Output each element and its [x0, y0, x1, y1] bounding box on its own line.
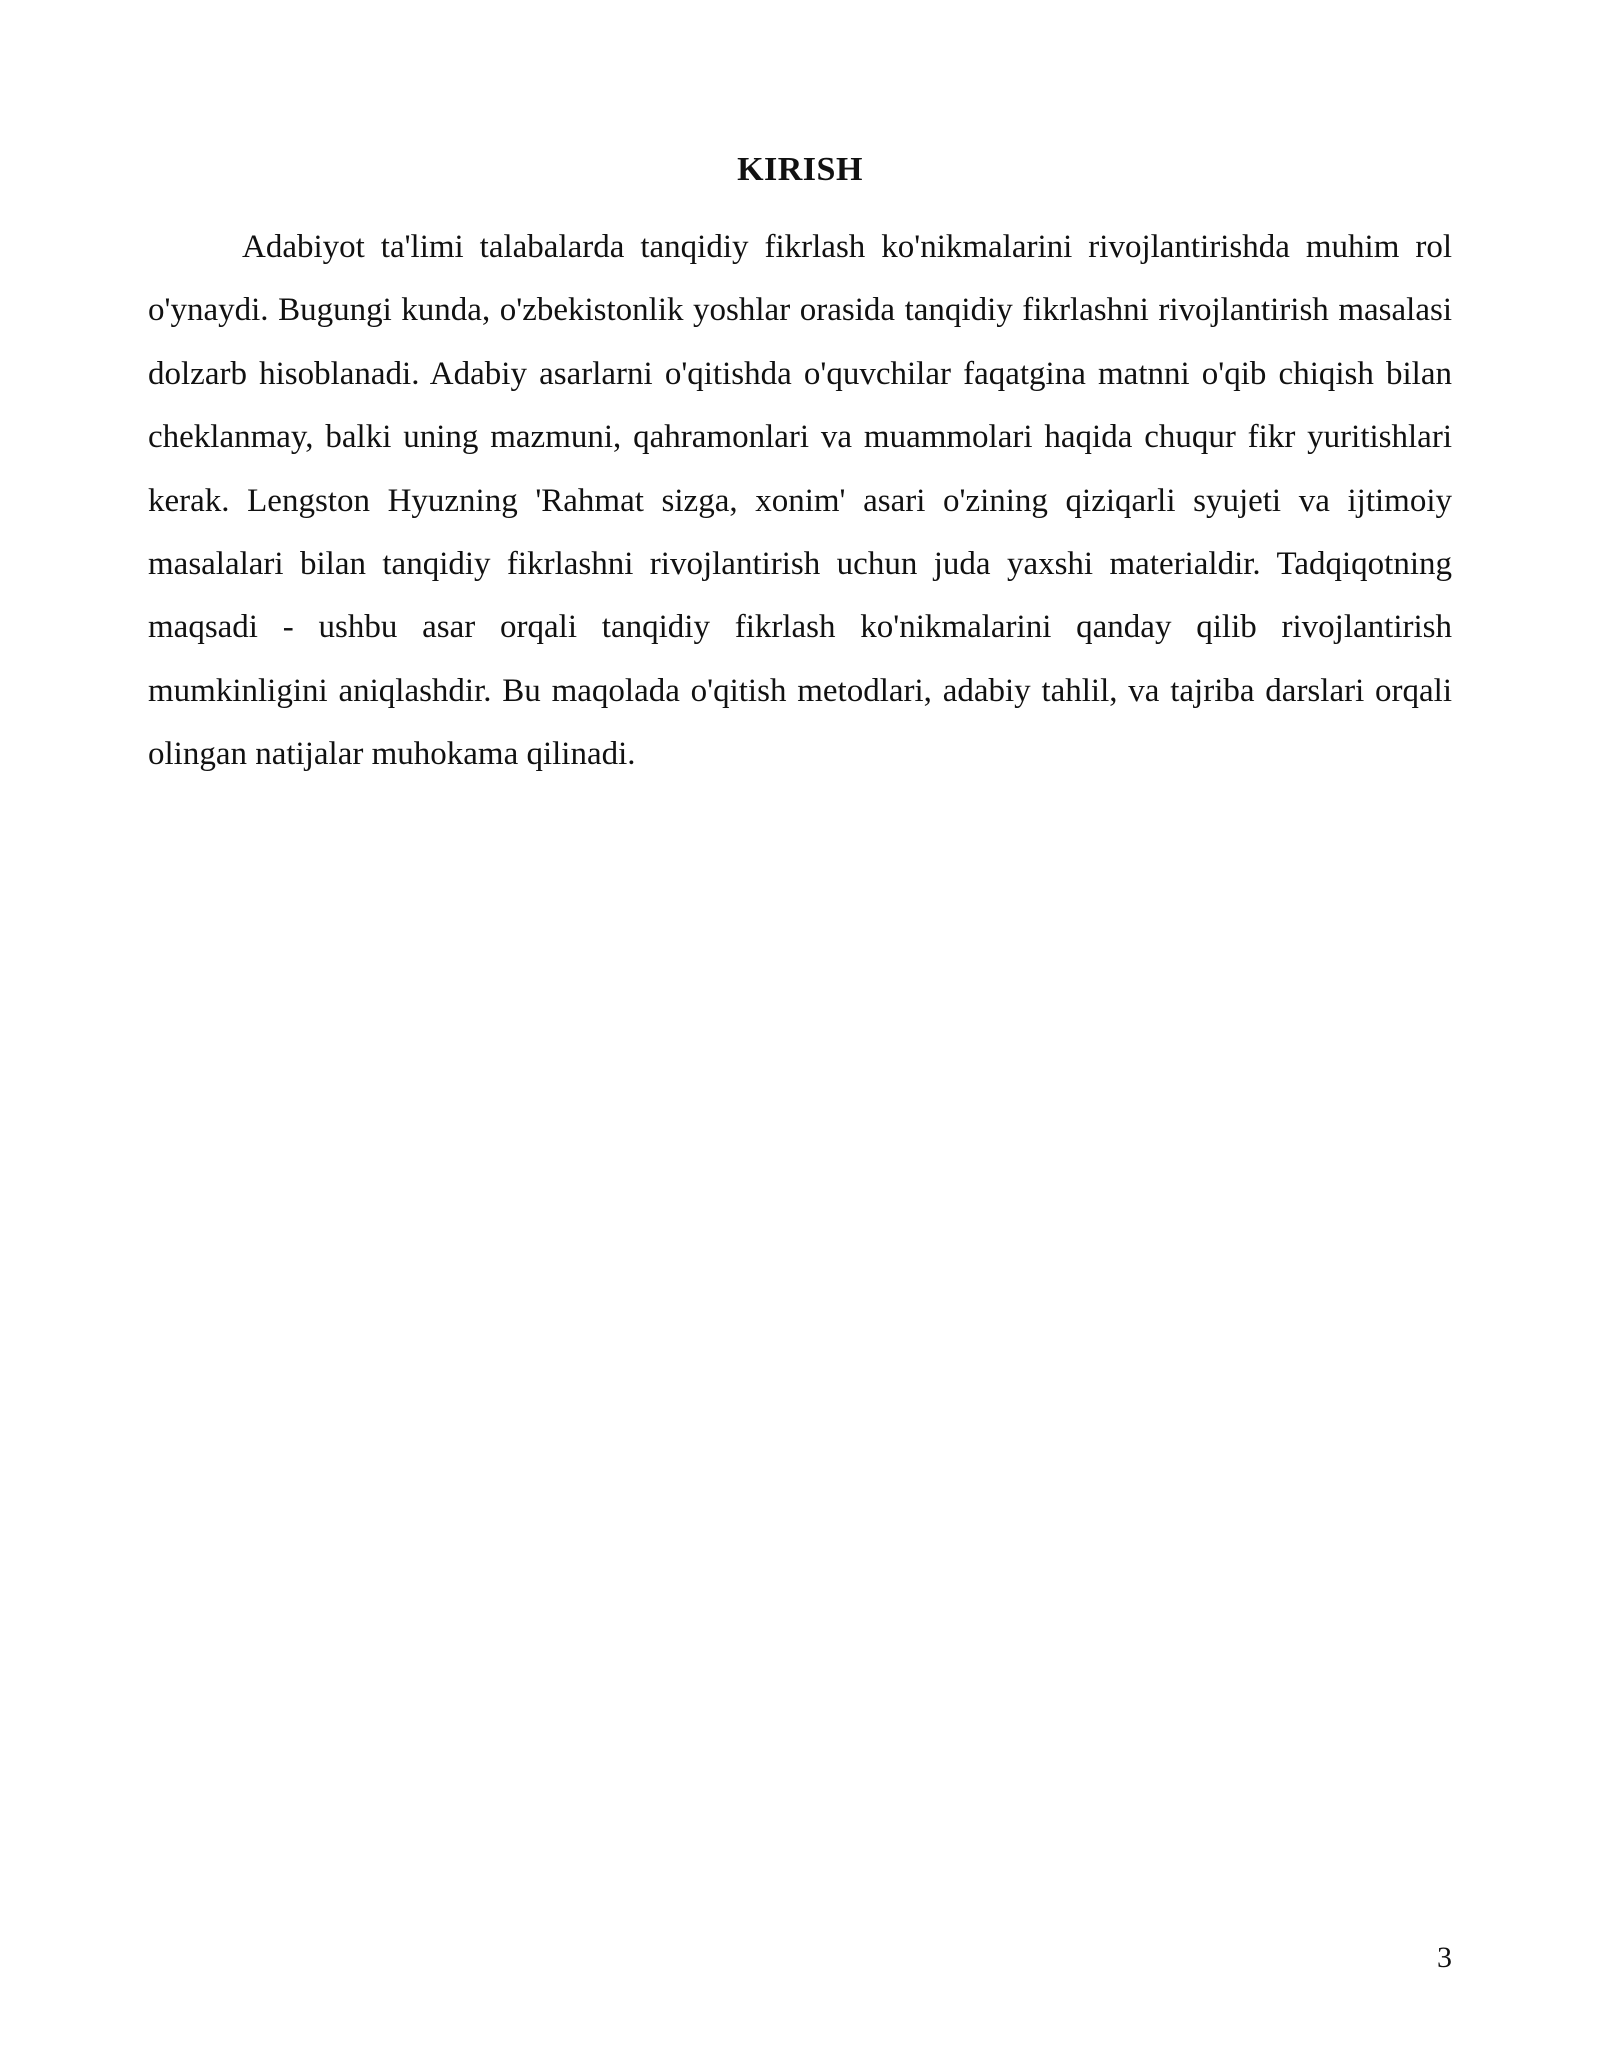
page-number: 3	[1437, 1941, 1452, 1974]
body-paragraph: Adabiyot ta'limi talabalarda tanqidiy fikrlash ko'nikmalarini rivojlantirishda muhim rol o'ynaydi. Bugungi kunda, o'zbekistonlik yoshlar orasida tanqidiy fikrlashni rivojlantirish masalasi dolzarb hisoblanadi. Adabiy asarlarni o'qitishda o'quvchilar faqatgina matnni o'qib chiqish bilan cheklanmay, balki uning mazmuni, qahramonlari va muammolari haqida chuqur fikr yuritishlari kerak. Lengston Hyuzning 'Rahmat sizga, xonim' asari o'zining qiziqarli syujeti va ijtimoiy masalalari bilan tanqidiy fikrlashni rivojlantirish uchun juda yaxshi materialdir. Tadqiqotning maqsadi - ushbu asar orqali tanqidiy fikrlash ko'nikmalarini qanday qilib rivojlantirish mumkinligini aniqlashdir. Bu maqolada o'qitish metodlari, adabiy tahlil, va tajriba darslari orqali olingan natijalar muhokama qilinadi.	[148, 229, 1452, 773]
section-heading: KIRISH	[737, 151, 863, 188]
